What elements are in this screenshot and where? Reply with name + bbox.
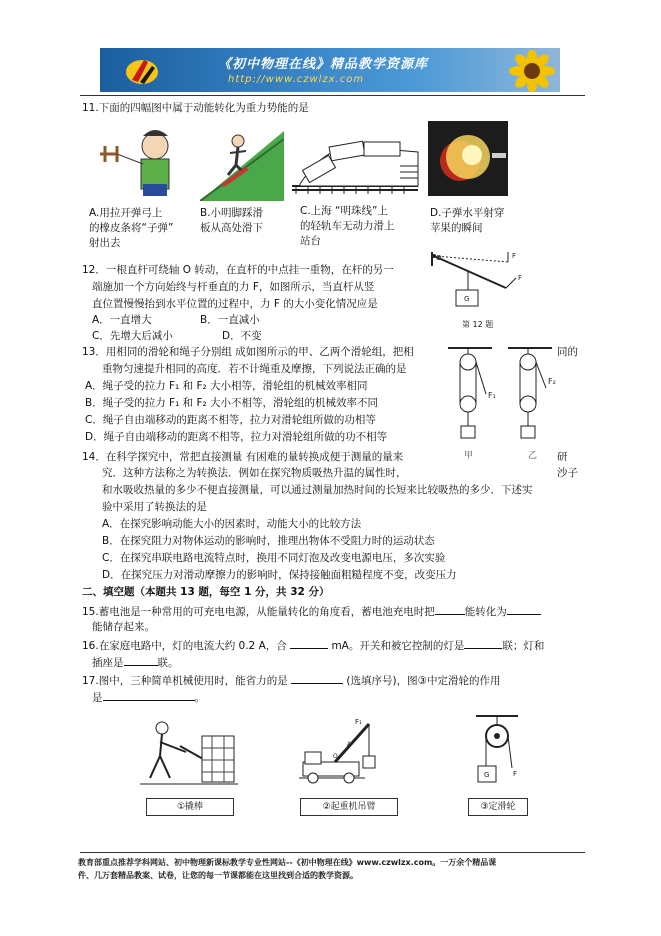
q15-blank-1[interactable] [435,603,465,615]
pulley-label-yi: 乙 [528,451,538,461]
svg-text:A: A [347,741,352,748]
machine-label-2: ②起重机吊臂 [300,798,398,816]
q14-line-3: 和水吸收热量的多少不便直接测量，可以通过测量加热时间的长短来比较吸热的多少．下述实 [102,484,533,496]
q13-line-2: 重物匀速提升相同的高度．若不计绳重及摩擦，下列说法正确的是 [102,363,407,375]
svg-text:F: F [513,770,518,778]
svg-text:F₂: F₂ [548,377,556,386]
q13-line-1-tail: 同的 [557,346,578,358]
q12-option-a: A．一直增大 [92,314,152,326]
site-logo-icon [122,54,162,88]
q13-option-a: A．绳子受的拉力 F₁ 和 F₂ 大小相等，滑轮组的机械效率相同 [85,380,368,392]
svg-text:F₁: F₁ [488,391,496,400]
q15-blank-2[interactable] [507,603,541,615]
crane-arm-image [295,716,395,792]
machine-label-1: ①撬棒 [146,798,234,816]
header-banner [100,48,560,92]
svg-text:F: F [512,252,517,260]
q17-line-2: 是 。 [92,689,205,705]
footer-text: 教育部重点推荐学科网站、初中物理新课标教学专业性网站--《初中物理在线》www.czwlzx.com。一万余个精品课 件、几万套精品教案、试卷，让您的每一节课都能在这里找到合适的教学资源。 [78,858,497,880]
q15-line-2: 能储存起来。 [92,621,155,633]
q15-line-1: 15.蓄电池是一种常用的可充电电源，从能量转化的角度看，蓄电池充电时把 能转化为 [82,603,541,619]
q14-option-a: A．在探究影响动能大小的因素时，动能大小的比较方法 [102,518,362,530]
sunflower-icon [504,50,560,92]
q13-line-1: 13．用相同的滑轮和绳子分别组 成如图所示的甲、乙两个滑轮组，把相 [82,346,414,358]
q11-option-a: A.用拉开弹弓上 的橡皮条将“子弹” 射出去 [89,207,174,249]
banner-url[interactable]: http://www.czwlzx.com [228,74,365,85]
section-heading: 二、填空题（本题共 13 题，每空 1 分，共 32 分） [82,586,330,598]
q11-option-c: C.上海 “明珠线”上 的轻轨车无动力滑上 站台 [300,205,395,247]
q16-blank-3[interactable] [124,654,158,666]
q12-option-c: C．先增大后减小 [92,330,173,342]
banner-title: 《初中物理在线》精品教学资源库 [218,57,429,72]
q12-line-3: 直位置慢慢抬到水平位置的过程中，力 F 的大小变化情况应是 [92,298,378,310]
q12-option-d: D．不变 [222,330,262,342]
q12-caption: 第 12 题 [462,320,494,329]
svg-text:F: F [518,274,523,282]
svg-text:G: G [464,295,470,303]
q14-line-1: 14．在科学探究中，常把直接测量 有困难的量转换成便于测量的量来 [82,451,404,463]
header-rule [80,95,585,96]
q12-line-1: 12．一根直杆可绕轴 O 转动，在直杆的中点挂一重物，在杆的另一 [82,264,394,276]
q14-line-2-tail: 沙子 [557,467,578,479]
q11-stem: 11.下面的四幅图中属于动能转化为重力势能的是 [82,102,309,114]
q13-option-b: B．绳子受的拉力 F₁ 和 F₂ 大小不相等，滑轮组的机械效率不同 [85,397,379,409]
lever-rod-diagram [428,250,528,316]
svg-text:O: O [333,753,338,760]
q14-line-2: 究．这种方法称之为转换法．例如在探究物质吸热升温的属性时， [102,467,407,479]
crowbar-image [140,716,240,792]
q16-blank-1[interactable] [290,637,328,649]
q16-blank-2[interactable] [464,637,502,649]
slingshot-boy-image [95,124,190,199]
q16-line-1: 16.在家庭电路中，灯的电流大约 0.2 A，合 mA。开关和被它控制的灯是 联；灯和 [82,637,544,653]
q11-option-b: B.小明脚踩滑 板从高处滑下 [200,207,264,234]
q12-line-2: 端施加一个方向始终与杆垂直的力 F，如图所示，当直杆从竖 [92,281,375,293]
bullet-apple-image [428,121,508,196]
light-rail-train-image [290,128,422,200]
pulley-label-jia: 甲 [464,451,474,461]
skateboard-slope-image [200,121,284,201]
fixed-pulley-image [472,712,522,794]
q14-option-c: C．在探究串联电路电流特点时，换用不同灯泡及改变电源电压，多次实验 [102,552,446,564]
footer-rule [80,852,585,853]
q17-blank-2[interactable] [103,689,195,701]
q16-line-2: 插座是 联。 [92,654,179,670]
q14-option-b: B．在探究阻力对物体运动的影响时，推理出物体不受阻力时的运动状态 [102,535,435,547]
q17-blank-1[interactable] [291,672,343,684]
q14-option-d: D．在探究压力对滑动摩擦力的影响时，保持接触面粗糙程度不变，改变压力 [102,569,457,581]
svg-text:G: G [484,771,490,779]
q12-option-b: B．一直减小 [200,314,260,326]
q14-line-1-tail: 研 [557,451,568,463]
q17-line-1: 17.图中，三种简单机械使用时，能省力的是 (选填序号)，图③中定滑轮的作用 [82,672,501,688]
q13-option-c: C．绳子自由端移动的距离不相等，拉力对滑轮组所做的功相等 [85,414,376,426]
machine-label-3: ③定滑轮 [468,798,528,816]
q13-option-d: D．绳子自由端移动的距离不相等，拉力对滑轮组所做的功不相等 [85,431,388,443]
svg-text:F₁: F₁ [355,718,362,726]
q14-line-4: 验中采用了转换法的是 [102,501,207,513]
pulley-systems-diagram [440,342,565,442]
q11-option-d: D.子弹水平射穿 苹果的瞬间 [430,207,505,234]
